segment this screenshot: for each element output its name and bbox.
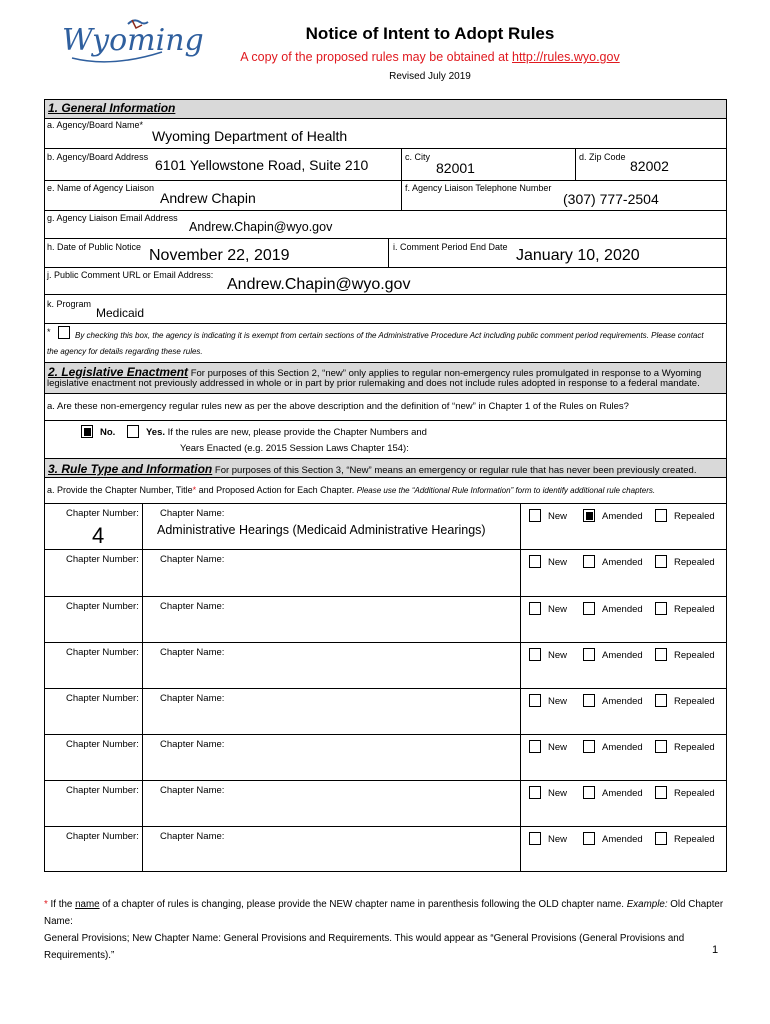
- section3-note: For purposes of this Section 3, “New” means an emergency or regular rule that has never been previously created.: [212, 465, 697, 476]
- new-label: New: [548, 834, 568, 845]
- new-label: New: [548, 788, 568, 799]
- chapter-number-label: Chapter Number:: [66, 601, 139, 612]
- repealed-checkbox[interactable]: [655, 509, 667, 522]
- chapter-name-label: Chapter Name:: [160, 601, 225, 612]
- amended-label: Amended: [602, 696, 643, 707]
- new-label: New: [548, 742, 568, 753]
- chapter-number-field[interactable]: 4: [92, 523, 105, 548]
- chapter-name-label: Chapter Name:: [160, 508, 225, 519]
- footnote-example: Example:: [626, 899, 668, 910]
- repealed-label: Repealed: [674, 742, 715, 753]
- chapter-number-label: Chapter Number:: [66, 554, 139, 565]
- amended-label: Amended: [602, 557, 643, 568]
- chapter-number-label: Chapter Number:: [66, 693, 139, 704]
- comment-end-label: i. Comment Period End Date: [393, 242, 508, 252]
- instruction-suffix: and Proposed Action for Each Chapter.: [196, 485, 357, 495]
- section2-question: a. Are these non-emergency regular rules new as per the above description and the definition of “new” in Chapter 1 of the Rules on Rules?: [47, 401, 629, 412]
- repealed-label: Repealed: [674, 788, 715, 799]
- phone-field[interactable]: (307) 777-2504: [563, 191, 659, 207]
- repealed-checkbox[interactable]: [655, 602, 667, 615]
- liaison-field[interactable]: Andrew Chapin: [160, 190, 256, 206]
- page-number: 1: [712, 944, 719, 956]
- agency-name-label: a. Agency/Board Name*: [47, 120, 144, 130]
- exempt-star: *: [47, 327, 51, 337]
- zip-label: d. Zip Code: [579, 152, 626, 162]
- chapter-number-label: Chapter Number:: [66, 739, 139, 750]
- new-checkbox[interactable]: [529, 509, 541, 522]
- section2-heading: 2. Legislative Enactment: [48, 365, 189, 379]
- logo-text: Wyoming: [62, 23, 204, 58]
- new-checkbox[interactable]: [529, 740, 541, 753]
- amended-label: Amended: [602, 650, 643, 661]
- amended-checkbox[interactable]: [583, 832, 595, 845]
- phone-label: f. Agency Liaison Telephone Number: [405, 183, 552, 193]
- footnote-text-1a: If the: [47, 899, 76, 910]
- new-checkbox[interactable]: [529, 602, 541, 615]
- comment-url-label: j. Public Comment URL or Email Address:: [47, 270, 214, 280]
- notice-date-field[interactable]: November 22, 2019: [149, 247, 290, 264]
- program-field[interactable]: Medicaid: [96, 306, 145, 320]
- email-field[interactable]: Andrew.Chapin@wyo.gov: [189, 220, 333, 234]
- rules-link[interactable]: http://rules.wyo.gov: [512, 50, 620, 64]
- amended-label: Amended: [602, 604, 643, 615]
- instruction-star: *: [192, 485, 197, 495]
- yes-text-line1: If the rules are new, please provide the Chapter Numbers and: [165, 427, 427, 438]
- yes-text-line2: Years Enacted (e.g. 2015 Session Laws Chapter 154):: [180, 443, 409, 454]
- chapter-number-label: Chapter Number:: [66, 831, 139, 842]
- address-label: b. Agency/Board Address: [47, 152, 149, 162]
- footnote-text-1d: Old Chapter Name:: [44, 899, 724, 927]
- repealed-checkbox[interactable]: [655, 740, 667, 753]
- footnote-text-1c: of a chapter of rules is changing, please provide the NEW chapter name in parenthesis following the OLD chapter name.: [99, 899, 627, 910]
- chapter-name-label: Chapter Name:: [160, 554, 225, 565]
- repealed-checkbox[interactable]: [655, 648, 667, 661]
- repealed-label: Repealed: [674, 557, 715, 568]
- city-label: c. City: [405, 152, 431, 162]
- agency-name-field[interactable]: Wyoming Department of Health: [152, 128, 348, 144]
- amended-checkbox[interactable]: [583, 786, 595, 799]
- exempt-text-line2: the agency for details regarding these rules.: [47, 347, 203, 356]
- repealed-checkbox[interactable]: [655, 694, 667, 707]
- repealed-checkbox[interactable]: [655, 832, 667, 845]
- page-title: Notice of Intent to Adopt Rules: [305, 24, 555, 43]
- amended-checkbox[interactable]: [583, 648, 595, 661]
- amended-label: Amended: [602, 834, 643, 845]
- footnote-name-underlined: name: [75, 899, 100, 910]
- repealed-label: Repealed: [674, 696, 715, 707]
- repealed-checkbox[interactable]: [655, 786, 667, 799]
- email-label: g. Agency Liaison Email Address: [47, 213, 178, 223]
- exempt-checkbox[interactable]: [58, 326, 70, 339]
- amended-label: Amended: [602, 742, 643, 753]
- chapter-name-field[interactable]: Administrative Hearings (Medicaid Administrative Hearings): [157, 523, 486, 537]
- chapter-name-label: Chapter Name:: [160, 831, 225, 842]
- new-label: New: [548, 604, 568, 615]
- yes-label: Yes.: [146, 427, 166, 438]
- liaison-label: e. Name of Agency Liaison: [47, 183, 155, 193]
- new-checkbox[interactable]: [529, 555, 541, 568]
- footnote-star: *: [44, 899, 48, 910]
- repealed-checkbox[interactable]: [655, 555, 667, 568]
- chapter-number-label: Chapter Number:: [66, 647, 139, 658]
- new-checkbox[interactable]: [529, 786, 541, 799]
- exempt-text-line1: By checking this box, the agency is indicating it is exempt from certain sections of the Administrative Procedure Act including public comment period requirements. Please contact: [75, 331, 704, 340]
- notice-date-label: h. Date of Public Notice: [47, 242, 142, 252]
- section3-title: [48, 460, 696, 478]
- new-label: New: [548, 696, 568, 707]
- program-label: k. Program: [47, 299, 92, 309]
- section2-note-line1: For purposes of this Section 2, “new” only applies to regular non-emergency rules promulgated in response to a Wyoming: [188, 368, 702, 379]
- amended-label: Amended: [602, 511, 643, 522]
- zip-field[interactable]: 82002: [630, 158, 669, 174]
- chapter-name-label: Chapter Name:: [160, 785, 225, 796]
- instruction-prefix: a. Provide the Chapter Number, Title: [47, 485, 193, 495]
- comment-end-field[interactable]: January 10, 2020: [516, 247, 640, 264]
- city-field[interactable]: 82001: [436, 160, 475, 176]
- yes-checkbox[interactable]: [127, 425, 139, 438]
- chapter-name-label: Chapter Name:: [160, 693, 225, 704]
- repealed-label: Repealed: [674, 650, 715, 661]
- new-label: New: [548, 650, 568, 661]
- section1-heading: 1. General Information: [48, 101, 176, 115]
- repealed-label: Repealed: [674, 604, 715, 615]
- amended-checkbox[interactable]: [583, 694, 595, 707]
- section3-instruction: [47, 485, 655, 495]
- comment-url-field[interactable]: Andrew.Chapin@wyo.gov: [227, 276, 411, 293]
- no-checkbox[interactable]: [81, 425, 93, 438]
- section2-note-line2: legislative enactment not previously addressed in whole or in part by prior rulemaking and does not include rules adopted in response to a federal mandate.: [47, 378, 700, 389]
- subtitle-text: A copy of the proposed rules may be obtained at: [240, 50, 512, 64]
- new-checkbox[interactable]: [529, 832, 541, 845]
- amended-checkbox[interactable]: [583, 555, 595, 568]
- yes-option: [146, 427, 427, 438]
- repealed-label: Repealed: [674, 834, 715, 845]
- instruction-italic: Please use the “Additional Rule Information” form to identify additional rule chapters.: [356, 486, 656, 495]
- address-field[interactable]: 6101 Yellowstone Road, Suite 210: [155, 157, 369, 173]
- new-label: New: [548, 557, 568, 568]
- repealed-label: Repealed: [674, 511, 715, 522]
- chapter-number-label: Chapter Number:: [66, 785, 139, 796]
- footnote: [44, 896, 734, 964]
- amended-label: Amended: [602, 788, 643, 799]
- no-label: No.: [100, 427, 116, 438]
- amended-checkbox[interactable]: [583, 740, 595, 753]
- amended-checkbox[interactable]: [583, 602, 595, 615]
- subtitle: [160, 50, 700, 64]
- new-checkbox[interactable]: [529, 648, 541, 661]
- chapter-number-label: Chapter Number:: [66, 508, 139, 519]
- revised-date: Revised July 2019: [389, 71, 471, 82]
- wyoming-logo: [58, 10, 204, 72]
- new-checkbox[interactable]: [529, 694, 541, 707]
- new-label: New: [548, 511, 568, 522]
- footnote-text-2: General Provisions; New Chapter Name: General Provisions and Requirements. This would appear as “General Provisions (General Provisions and Requirements).”: [44, 933, 685, 961]
- chapter-name-label: Chapter Name:: [160, 647, 225, 658]
- section3-heading: 3. Rule Type and Information: [48, 462, 213, 476]
- chapter-name-label: Chapter Name:: [160, 739, 225, 750]
- amended-checkbox[interactable]: [583, 509, 595, 522]
